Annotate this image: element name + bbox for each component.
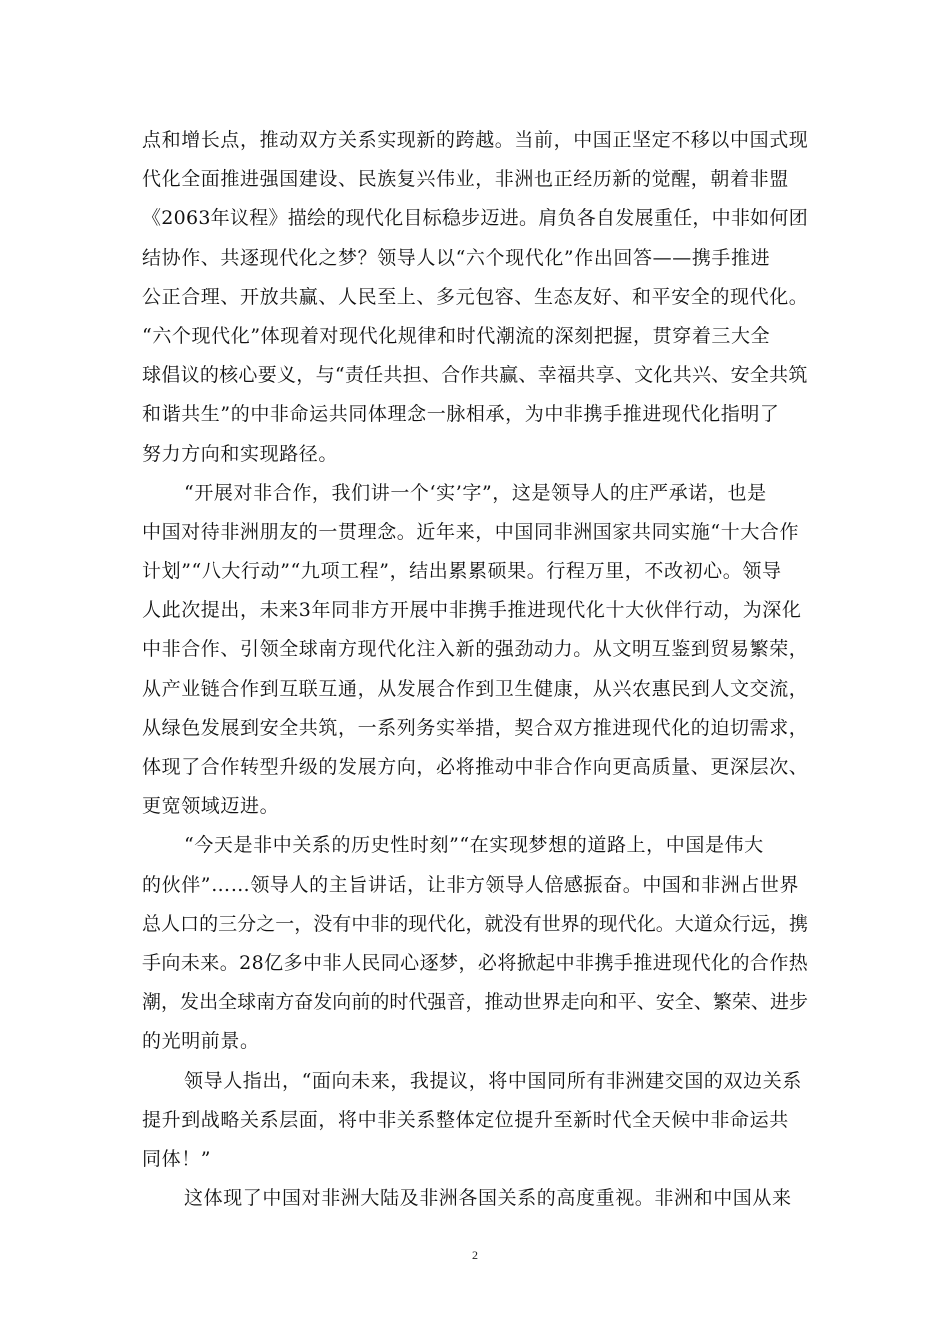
- text-line: 从产业链合作到互联互通，从发展合作到卫生健康，从兴农惠民到人文交流，: [142, 677, 809, 700]
- text-line: 体现了合作转型升级的发展方向，必将推动中非合作向更高质量、更深层次、: [142, 756, 809, 778]
- page-number: 2: [472, 1248, 478, 1262]
- text-line: 中国对待非洲朋友的一贯理念。近年来，中国同非洲国家共同实施“十大合作: [142, 520, 800, 543]
- paragraph: [142, 1179, 808, 1218]
- text-line: 的光明前景。: [142, 1030, 260, 1053]
- body-text: [142, 121, 808, 1218]
- text-line: 努力方向和实现路径。: [142, 442, 339, 465]
- text-line: 潮，发出全球南方奋发向前的时代强音，推动世界走向和平、安全、繁荣、进步: [142, 991, 809, 1014]
- text-line: 提升到战略关系层面，将中非关系整体定位提升至新时代全天候中非命运共: [142, 1108, 789, 1131]
- text-line: 球倡议的核心要义，与“责任共担、合作共赢、幸福共享、文化共兴、安全共筑: [142, 364, 808, 387]
- text-line: 《2063年议程》描绘的现代化目标稳步迈进。肩负各自发展重任，中非如何团: [142, 207, 808, 230]
- paragraph: [142, 826, 808, 1061]
- text-line: 中非合作、引领全球南方现代化注入新的强劲动力。从文明互鉴到贸易繁荣，: [142, 638, 809, 661]
- text-line: 计划”“八大行动”“九项工程”，结出累累硕果。行程万里，不改初心。领导: [142, 560, 782, 583]
- text-line: 公正合理、开放共赢、人民至上、多元包容、生态友好、和平安全的现代化。: [142, 285, 809, 308]
- text-line: 同体！”: [142, 1147, 212, 1170]
- text-line: “六个现代化”体现着对现代化规律和时代潮流的深刻把握，贯穿着三大全: [142, 324, 771, 347]
- text-line: 总人口的三分之一，没有中非的现代化，就没有世界的现代化。大道众行远，携: [142, 912, 809, 935]
- text-line: 从绿色发展到安全共筑，一系列务实举措，契合双方推进现代化的迫切需求，: [142, 716, 809, 739]
- text-line: 和谐共生”的中非命运共同体理念一脉相承，为中非携手推进现代化指明了: [142, 403, 780, 426]
- text-line: “开展对非合作，我们讲一个‘实’字”，这是领导人的庄严承诺，也是: [184, 481, 767, 504]
- paragraph: [142, 474, 808, 827]
- paragraph: [142, 1062, 808, 1180]
- text-line: 领导人指出，“面向未来，我提议，将中国同所有非洲建交国的双边关系: [184, 1069, 802, 1092]
- text-line: 人此次提出，未来3年同非方开展中非携手推进现代化十大伙伴行动，为深化: [142, 599, 802, 622]
- text-line: “今天是非中关系的历史性时刻”“在实现梦想的道路上，中国是伟大: [184, 834, 764, 857]
- text-line: 这体现了中国对非洲大陆及非洲各国关系的高度重视。非洲和中国从来: [184, 1187, 792, 1210]
- paragraph: [142, 121, 808, 474]
- text-line: 更宽领域迈进。: [142, 795, 280, 818]
- text-line: 的伙伴”……领导人的主旨讲话，让非方领导人倍感振奋。中国和非洲占世界: [142, 873, 800, 896]
- text-line: 点和增长点，推动双方关系实现新的跨越。当前，中国正坚定不移以中国式现: [142, 129, 809, 151]
- text-line: 代化全面推进强国建设、民族复兴伟业，非洲也正经历新的觉醒，朝着非盟: [142, 168, 789, 191]
- text-line: 手向未来。28亿多中非人民同心逐梦，必将掀起中非携手推进现代化的合作热: [142, 951, 809, 974]
- text-line: 结协作、共逐现代化之梦？领导人以“六个现代化”作出回答——携手推进: [142, 246, 771, 269]
